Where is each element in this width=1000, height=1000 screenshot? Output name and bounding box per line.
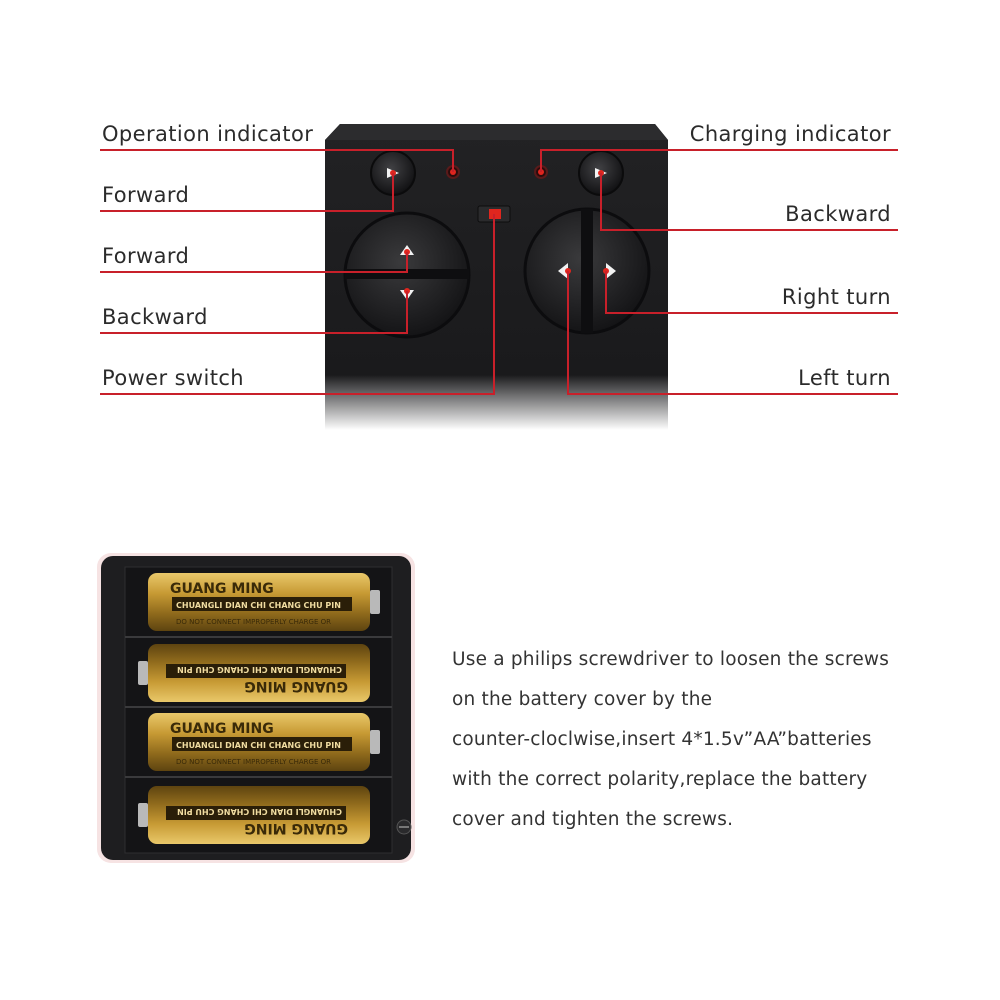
label-right-turn: Right turn <box>781 285 891 309</box>
svg-text:CHUANGLI DIAN CHI CHANG CHU PI: CHUANGLI DIAN CHI CHANG CHU PIN <box>176 741 341 750</box>
label-backward-right: Backward <box>785 202 891 226</box>
battery-3 <box>148 713 380 771</box>
battery-instructions <box>452 640 932 840</box>
instruction-line: with the correct polarity,replace the battery <box>452 769 868 790</box>
instruction-line: Use a philips screwdriver to loosen the screws <box>452 649 890 670</box>
label-power-switch: Power switch <box>102 366 245 390</box>
svg-text:CHUANGLI DIAN CHI CHANG CHU PI: CHUANGLI DIAN CHI CHANG CHU PIN <box>176 601 341 610</box>
instruction-line: on the battery cover by the <box>452 689 713 710</box>
svg-text:DO NOT CONNECT IMPROPERLY CHAR: DO NOT CONNECT IMPROPERLY CHARGE OR <box>176 618 331 626</box>
svg-text:GUANG MING: GUANG MING <box>244 820 348 836</box>
battery-2 <box>138 644 370 702</box>
battery-1 <box>148 573 380 631</box>
instruction-line: counter-cloclwise,insert 4*1.5v”AA”batteries <box>452 729 872 750</box>
svg-text:GUANG MING: GUANG MING <box>244 678 348 694</box>
svg-text:DO NOT CONNECT IMPROPERLY CHAR: DO NOT CONNECT IMPROPERLY CHARGE OR <box>176 758 331 766</box>
label-charging-indicator: Charging indicator <box>689 122 891 146</box>
battery-4 <box>138 786 370 844</box>
label-forward-top: Forward <box>102 183 190 207</box>
label-left-turn: Left turn <box>798 366 891 390</box>
svg-text:CHUANGLI DIAN CHI CHANG CHU PI: CHUANGLI DIAN CHI CHANG CHU PIN <box>177 665 342 674</box>
svg-text:GUANG MING: GUANG MING <box>170 581 274 597</box>
label-forward-left: Forward <box>102 244 190 268</box>
instruction-line: cover and tighten the screws. <box>452 809 734 830</box>
right-joystick[interactable] <box>525 209 649 333</box>
svg-text:CHUANGLI DIAN CHI CHANG CHU PI: CHUANGLI DIAN CHI CHANG CHU PIN <box>177 807 342 816</box>
label-operation-indicator: Operation indicator <box>102 122 314 146</box>
svg-text:GUANG MING: GUANG MING <box>170 721 274 737</box>
label-backward-left: Backward <box>102 305 208 329</box>
